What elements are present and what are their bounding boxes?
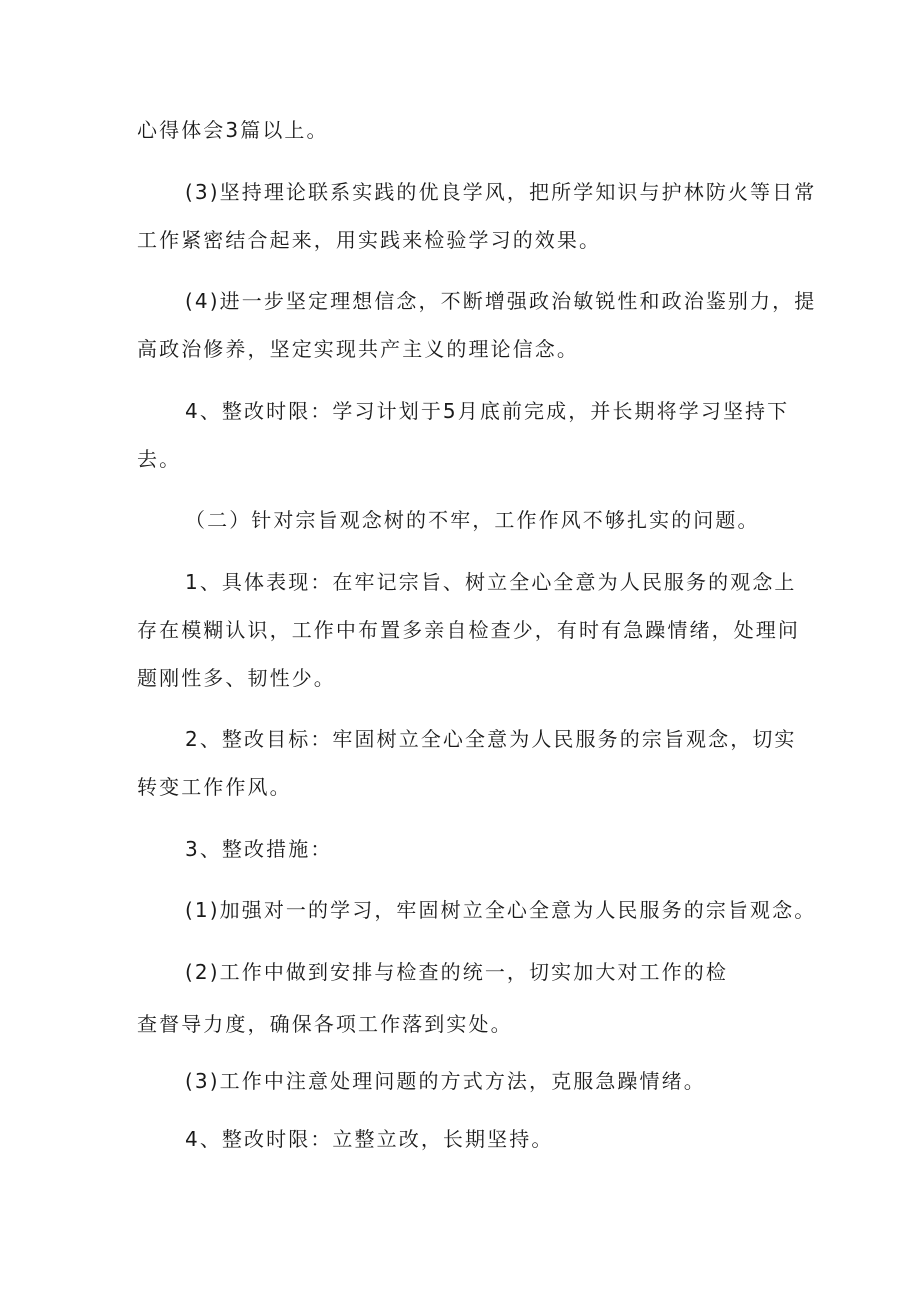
- text-line: (3)工作中注意处理问题的方式方法，克服急躁情绪。: [185, 1069, 706, 1093]
- text-line: 4、整改时限：学习计划于5月底前完成，并长期将学习坚持下: [185, 399, 790, 423]
- text-line: 题刚性多、韧性少。: [137, 666, 336, 690]
- section-heading: （二）针对宗旨观念树的不牢，工作作风不够扎实的问题。: [185, 508, 760, 532]
- text-line: 心得体会3篇以上。: [137, 118, 329, 142]
- text-line: 3、整改措施：: [185, 837, 333, 861]
- text-line: (2)工作中做到安排与检查的统一，切实加大对工作的检: [185, 960, 728, 984]
- text-line: 2、整改目标：牢固树立全心全意为人民服务的宗旨观念，切实: [185, 727, 797, 751]
- text-line: (3)坚持理论联系实践的优良学风，把所学知识与护林防火等日常: [185, 180, 817, 204]
- text-line: (1)加强对一的学习，牢固树立全心全意为人民服务的宗旨观念。: [185, 898, 817, 922]
- text-line: 4、整改时限：立整立改，长期坚持。: [185, 1127, 554, 1151]
- text-line: 去。: [137, 447, 182, 471]
- text-line: 查督导力度，确保各项工作落到实处。: [137, 1012, 513, 1036]
- text-line: 工作紧密结合起来，用实践来检验学习的效果。: [137, 228, 602, 252]
- text-line: 转变工作作风。: [137, 775, 292, 799]
- text-line: 高政治修养，坚定实现共产主义的理论信念。: [137, 337, 579, 361]
- text-line: 存在模糊认识，工作中布置多亲自检查少，有时有急躁情绪，处理问: [137, 618, 800, 642]
- text-line: 1、具体表现：在牢记宗旨、树立全心全意为人民服务的观念上: [185, 570, 797, 594]
- text-line: (4)进一步坚定理想信念，不断增强政治敏锐性和政治鉴别力，提: [185, 289, 817, 313]
